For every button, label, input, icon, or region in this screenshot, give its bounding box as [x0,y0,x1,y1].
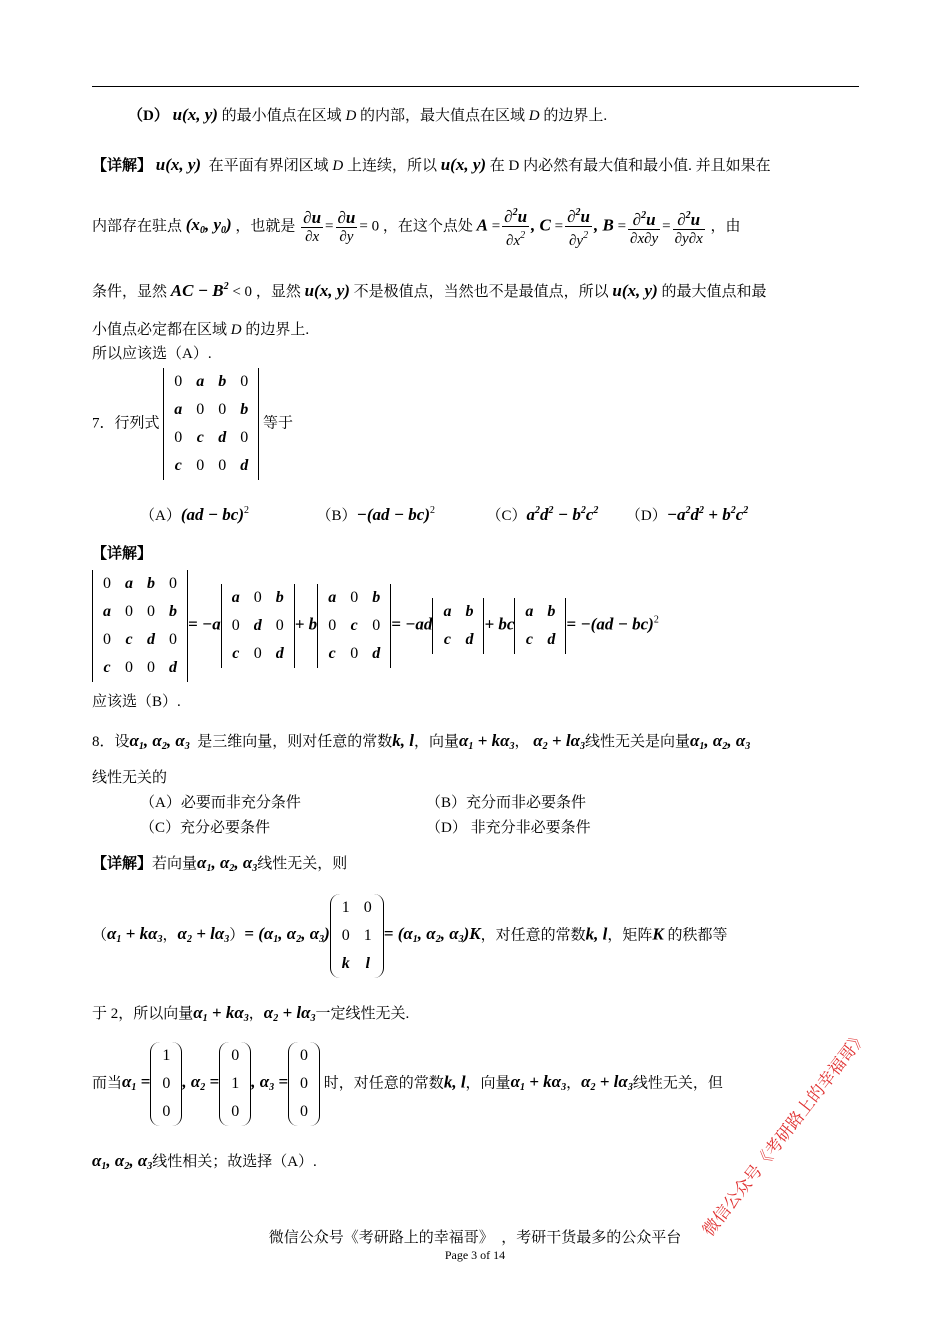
q7-matrix-cell: c [174,457,182,474]
q7-matrix-cell: b [218,373,227,390]
detail1-para-line1: 【详解】 u(x, y) 在平面有界闭区域 D 上连续，所以 u(x, y) 在 D 内必然有最大值和最小值. 并且如果在 [92,155,771,174]
q8-option-c: （C）充分必要条件 [140,820,271,836]
q7-matrix-cell: 0 [218,457,227,474]
q8-option-b: （B）充分而非必要条件 [426,795,587,811]
detail3-line5: $\alpha_1$, $\alpha_2$, $\alpha_3$线性相关；故选择（A）. [92,1151,317,1172]
detail2-answer: 应该选（B）. [92,694,181,710]
q7-matrix-cell: 0 [196,457,205,474]
detail3-line1: 【详解】若向量$\alpha_1$, $\alpha_2$, $\alpha_3$线性无关，则 [92,853,348,874]
question-8-line1: 8．设$\alpha_1$, $\alpha_2$, $\alpha_3$ 是三维向量，则对任意的常数k, l，向量$\alpha_1 + k\alpha_3$， $\alpha_2 + l\alpha_3$线性无关是向量$\alpha_1$, $\alpha_2$, $\alpha_3$ [92,731,751,752]
detail1-para-line2: 内部存在驻点 ($x_0$, $y_0$) ，也就是 $\frac{\partial u}{\partial x}$ = $\frac{\partial u}{\partial y}$ = 0 ，在这个点处 A = $\frac{\partial^2u}{\partial x^2}$ , C = $\frac{\partial^2u}{\partial y^2}$ , B = $\frac{\partial^2u}{\partial x\partial y}$ = $\frac{\partial^2u}{\partial y\partial x}$ ，由 [92,204,741,250]
detail1-para-line4: 小值点必定都在区域 D 的边界上. [92,322,310,338]
option-d-line: （D） u(x, y) 的最小值点在区域 D 的内部，最大值点在区域 D 的边界上. [128,105,608,124]
q7-options: （A）(ad − bc)$^2$ （B）−(ad − bc)$^2$ $(C)a^2d^2 - b^2c^2$ $(D)-a^2d^2 + b^2c^2$ [140,505,749,524]
q7-matrix-cell: 0 [174,373,183,390]
q7-matrix-cell: a [196,373,205,390]
page-number: Page 3 of 14 [444,1248,506,1262]
q7-matrix-cell: 0 [196,401,205,418]
q7-matrix-cell: 0 [174,429,183,446]
q8-option-d: （D） 非充分非必要条件 [426,820,591,836]
detail3-line3: 于 2，所以向量$\alpha_1 + k\alpha_3$，$\alpha_2 + l\alpha_3$一定线性无关. [92,1003,410,1024]
detail2-expansion: 0 a b 0 a 0 0 b 0 c d 0 c 0 0 d = −a a 0 b 0 d 0 c 0 d + b a 0 b 0 c 0 c 0 d = −ad a b c d + bc a b c d = −(ad − bc)$^2$ [92,570,659,682]
q7-matrix-cell: 0 [240,373,249,390]
watermark-text: 微信公众号《考研路上的幸福哥》 [698,1027,871,1240]
q7-matrix-cell: c [196,429,204,446]
q7-matrix-cell: b [240,401,249,418]
detail3-line4: 而当$\alpha_1$ = 1 0 0 , $\alpha_2$ = 0 1 0 , $\alpha_3$ = 0 0 0 时，对任意的常数k, l，向量$\alpha_1 + k\alpha_3$，$\alpha_2 + l\alpha_3$线性无关，但 [92,1042,723,1126]
q7-matrix-cell: 0 [240,429,249,446]
detail2-tag: 【详解】 [92,546,153,562]
q7-determinant [163,368,259,480]
q7-matrix-cell: a [174,401,183,418]
question-8-line2: 线性无关的 [92,770,168,786]
q7-matrix-cell: 0 [218,401,227,418]
question-7: 7．行列式 0 a b 0 a 0 0 b 0 c d 0 c 0 0 d 等于 [92,368,293,480]
q8-option-a: （A）必要而非充分条件 [140,795,301,811]
footer-line: 微信公众号《考研路上的幸福哥》 ，考研干货最多的公众平台 [268,1230,682,1246]
detail1-para-line3: 条件，显然 AC − $B^2 < 0$ ，显然 u(x, y) 不是极值点，当然也不是最值点，所以 u(x, y) 的最大值点和最 [92,281,767,300]
detail3-matrix-eq: （$\alpha_1 + k\alpha_3$，$\alpha_2 + l\alpha_3)= (\alpha_1$, $\alpha_2$, $\alpha_3$) 1 0 0 1 k l = ($\alpha_1$, $\alpha_2$, $\alpha_3)K$，对任意的常数k, l，矩阵K 的秩都等 [92,894,727,978]
q7-matrix-cell: d [240,457,249,474]
header-rule [92,86,859,87]
detail1-answer: 所以应该选（A）. [92,346,212,362]
q7-matrix-cell: d [218,429,227,446]
